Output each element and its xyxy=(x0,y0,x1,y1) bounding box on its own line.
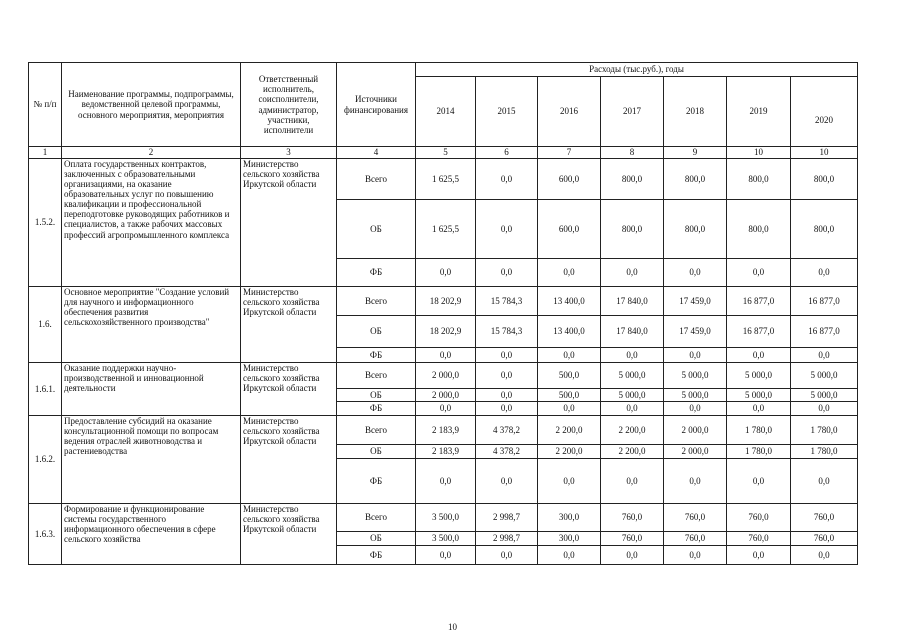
expense-value: 0,0 xyxy=(664,259,727,287)
expense-value: 1 625,5 xyxy=(416,200,476,259)
expense-value: 760,0 xyxy=(601,504,664,532)
expense-value: 600,0 xyxy=(538,200,601,259)
table-row xyxy=(29,159,858,200)
column-index: 1 xyxy=(29,147,62,159)
expense-value: 600,0 xyxy=(538,159,601,200)
item-number: 1.6.1. xyxy=(29,363,62,416)
expense-value: 300,0 xyxy=(538,504,601,532)
expense-value: 18 202,9 xyxy=(416,287,476,316)
expense-value: 15 784,3 xyxy=(476,316,538,348)
col-header-expenses: Расходы (тыс.руб.), годы xyxy=(416,63,858,77)
expense-value: 5 000,0 xyxy=(791,389,858,402)
col-header-year: 2015 xyxy=(476,77,538,147)
expense-value: 800,0 xyxy=(664,159,727,200)
funding-source: ФБ xyxy=(337,259,416,287)
expense-value: 13 400,0 xyxy=(538,287,601,316)
table-row xyxy=(29,504,858,532)
column-index: 3 xyxy=(241,147,337,159)
expense-value: 0,0 xyxy=(791,348,858,363)
expense-value: 0,0 xyxy=(727,546,791,565)
column-index: 8 xyxy=(601,147,664,159)
col-header-year: 2017 xyxy=(601,77,664,147)
expense-value: 2 183,9 xyxy=(416,445,476,459)
funding-source: ОБ xyxy=(337,445,416,459)
expense-value: 0,0 xyxy=(601,459,664,504)
expense-value: 0,0 xyxy=(476,200,538,259)
expense-value: 16 877,0 xyxy=(791,316,858,348)
expense-value: 17 459,0 xyxy=(664,287,727,316)
expense-value: 5 000,0 xyxy=(727,363,791,389)
expense-value: 0,0 xyxy=(476,389,538,402)
expense-value: 0,0 xyxy=(664,459,727,504)
expense-value: 0,0 xyxy=(601,402,664,416)
col-header-year: 2014 xyxy=(416,77,476,147)
expense-value: 760,0 xyxy=(791,532,858,546)
expense-value: 0,0 xyxy=(601,348,664,363)
expense-value: 800,0 xyxy=(727,159,791,200)
expense-value: 0,0 xyxy=(727,348,791,363)
expense-value: 800,0 xyxy=(791,200,858,259)
expense-value: 300,0 xyxy=(538,532,601,546)
column-index: 5 xyxy=(416,147,476,159)
expense-value: 5 000,0 xyxy=(664,389,727,402)
expense-value: 15 784,3 xyxy=(476,287,538,316)
expense-value: 800,0 xyxy=(727,200,791,259)
expense-value: 2 200,0 xyxy=(538,416,601,445)
col-header-year: 2016 xyxy=(538,77,601,147)
expense-value: 0,0 xyxy=(791,402,858,416)
col-header-name: Наименование программы, подпрограммы, ведомственной целевой программы, основного мероприятия, мероприятия xyxy=(62,63,241,147)
item-responsible: Министерство сельского хозяйства Иркутской области xyxy=(241,363,337,416)
expense-value: 800,0 xyxy=(601,200,664,259)
column-index: 10 xyxy=(791,147,858,159)
expense-value: 0,0 xyxy=(538,546,601,565)
expense-value: 4 378,2 xyxy=(476,445,538,459)
expense-value: 2 200,0 xyxy=(601,445,664,459)
funding-source: ОБ xyxy=(337,532,416,546)
col-header-number: № п/п xyxy=(29,63,62,147)
item-name: Основное мероприятие "Создание условий для научного и информационного обеспечения развития сельскохозяйственного производства" xyxy=(62,287,241,363)
expense-value: 0,0 xyxy=(476,259,538,287)
item-name: Оказание поддержки научно-производственной и инновационной деятельности xyxy=(62,363,241,416)
item-number: 1.6.3. xyxy=(29,504,62,565)
item-name: Оплата государственных контрактов, заключенных с образовательными организациями, на оказание образовательных услуг по повышению квалификации и профессиональной переподготовке руководящих работников и специалистов, а также рабочих массовых профессий агропромышленного комплекса xyxy=(62,159,241,287)
page-number: 10 xyxy=(448,622,457,632)
expense-value: 0,0 xyxy=(416,402,476,416)
expense-value: 0,0 xyxy=(601,546,664,565)
expense-value: 2 000,0 xyxy=(664,445,727,459)
expense-value: 0,0 xyxy=(476,363,538,389)
expense-value: 800,0 xyxy=(601,159,664,200)
expense-value: 0,0 xyxy=(791,546,858,565)
expense-value: 760,0 xyxy=(727,504,791,532)
expense-value: 760,0 xyxy=(791,504,858,532)
item-number: 1.6.2. xyxy=(29,416,62,504)
expense-value: 2 200,0 xyxy=(538,445,601,459)
funding-source: Всего xyxy=(337,287,416,316)
expense-value: 17 840,0 xyxy=(601,316,664,348)
expense-value: 760,0 xyxy=(664,532,727,546)
funding-source: Всего xyxy=(337,504,416,532)
expense-value: 2 200,0 xyxy=(601,416,664,445)
expense-value: 2 998,7 xyxy=(476,504,538,532)
expense-value: 5 000,0 xyxy=(791,363,858,389)
expense-value: 0,0 xyxy=(727,259,791,287)
funding-source: ФБ xyxy=(337,546,416,565)
expense-value: 2 000,0 xyxy=(416,389,476,402)
expense-value: 500,0 xyxy=(538,363,601,389)
expense-value: 18 202,9 xyxy=(416,316,476,348)
expense-value: 3 500,0 xyxy=(416,504,476,532)
expense-value: 1 780,0 xyxy=(791,416,858,445)
expense-value: 0,0 xyxy=(476,159,538,200)
expense-value: 13 400,0 xyxy=(538,316,601,348)
expense-value: 2 183,9 xyxy=(416,416,476,445)
item-name: Предоставление субсидий на оказание консультационной помощи по вопросам ведения отраслей животноводства и растениеводства xyxy=(62,416,241,504)
item-number: 1.5.2. xyxy=(29,159,62,287)
expense-value: 0,0 xyxy=(416,348,476,363)
expense-value: 5 000,0 xyxy=(664,363,727,389)
column-index: 2 xyxy=(62,147,241,159)
expense-value: 760,0 xyxy=(664,504,727,532)
expense-value: 17 459,0 xyxy=(664,316,727,348)
expense-value: 0,0 xyxy=(416,546,476,565)
funding-source: ОБ xyxy=(337,316,416,348)
expense-value: 16 877,0 xyxy=(727,287,791,316)
expense-value: 3 500,0 xyxy=(416,532,476,546)
item-responsible: Министерство сельского хозяйства Иркутской области xyxy=(241,287,337,363)
expense-value: 0,0 xyxy=(727,402,791,416)
funding-source: ОБ xyxy=(337,200,416,259)
expense-value: 5 000,0 xyxy=(727,389,791,402)
expense-value: 0,0 xyxy=(601,259,664,287)
expense-value: 4 378,2 xyxy=(476,416,538,445)
column-index: 7 xyxy=(538,147,601,159)
table-body xyxy=(29,159,858,565)
expense-value: 0,0 xyxy=(476,546,538,565)
col-header-responsible: Ответственный исполнитель, соисполнители, администратор, участники, исполнители xyxy=(241,63,337,147)
funding-source: ФБ xyxy=(337,402,416,416)
table-row xyxy=(29,363,858,389)
table-row xyxy=(29,287,858,316)
col-header-year: 2020 xyxy=(791,77,858,147)
expense-value: 0,0 xyxy=(791,459,858,504)
item-responsible: Министерство сельского хозяйства Иркутской области xyxy=(241,504,337,565)
expense-value: 17 840,0 xyxy=(601,287,664,316)
expense-value: 1 780,0 xyxy=(727,416,791,445)
col-header-year: 2019 xyxy=(727,77,791,147)
expenses-table xyxy=(28,62,858,565)
col-header-year: 2018 xyxy=(664,77,727,147)
expense-value: 0,0 xyxy=(538,459,601,504)
expense-value: 5 000,0 xyxy=(601,389,664,402)
funding-source: Всего xyxy=(337,159,416,200)
expense-value: 0,0 xyxy=(791,259,858,287)
item-name: Формирование и функционирование системы государственного информационного обеспечения в сфере сельского хозяйства xyxy=(62,504,241,565)
expense-value: 800,0 xyxy=(791,159,858,200)
expense-value: 0,0 xyxy=(727,459,791,504)
expense-value: 0,0 xyxy=(664,348,727,363)
expense-value: 5 000,0 xyxy=(601,363,664,389)
expense-value: 1 780,0 xyxy=(727,445,791,459)
column-index: 9 xyxy=(664,147,727,159)
expense-value: 800,0 xyxy=(664,200,727,259)
column-index: 4 xyxy=(337,147,416,159)
expense-value: 0,0 xyxy=(664,546,727,565)
expense-value: 0,0 xyxy=(538,259,601,287)
col-header-source: Источники финансирования xyxy=(337,63,416,147)
expense-value: 0,0 xyxy=(416,259,476,287)
expense-value: 760,0 xyxy=(727,532,791,546)
expense-value: 2 000,0 xyxy=(416,363,476,389)
column-index: 10 xyxy=(727,147,791,159)
expense-value: 2 998,7 xyxy=(476,532,538,546)
item-number: 1.6. xyxy=(29,287,62,363)
expense-value: 0,0 xyxy=(538,348,601,363)
item-responsible: Министерство сельского хозяйства Иркутской области xyxy=(241,159,337,287)
funding-source: ФБ xyxy=(337,459,416,504)
expense-value: 0,0 xyxy=(476,402,538,416)
item-responsible: Министерство сельского хозяйства Иркутской области xyxy=(241,416,337,504)
funding-source: Всего xyxy=(337,416,416,445)
expense-value: 16 877,0 xyxy=(727,316,791,348)
column-index-row xyxy=(29,147,858,159)
expense-value: 16 877,0 xyxy=(791,287,858,316)
column-index: 6 xyxy=(476,147,538,159)
expense-value: 0,0 xyxy=(538,402,601,416)
expense-value: 1 780,0 xyxy=(791,445,858,459)
expense-value: 0,0 xyxy=(664,402,727,416)
funding-source: Всего xyxy=(337,363,416,389)
expense-value: 500,0 xyxy=(538,389,601,402)
expense-value: 1 625,5 xyxy=(416,159,476,200)
table-row xyxy=(29,416,858,445)
expense-value: 0,0 xyxy=(476,459,538,504)
expense-value: 0,0 xyxy=(416,459,476,504)
expense-value: 0,0 xyxy=(476,348,538,363)
expense-value: 2 000,0 xyxy=(664,416,727,445)
funding-source: ОБ xyxy=(337,389,416,402)
funding-source: ФБ xyxy=(337,348,416,363)
expense-value: 760,0 xyxy=(601,532,664,546)
